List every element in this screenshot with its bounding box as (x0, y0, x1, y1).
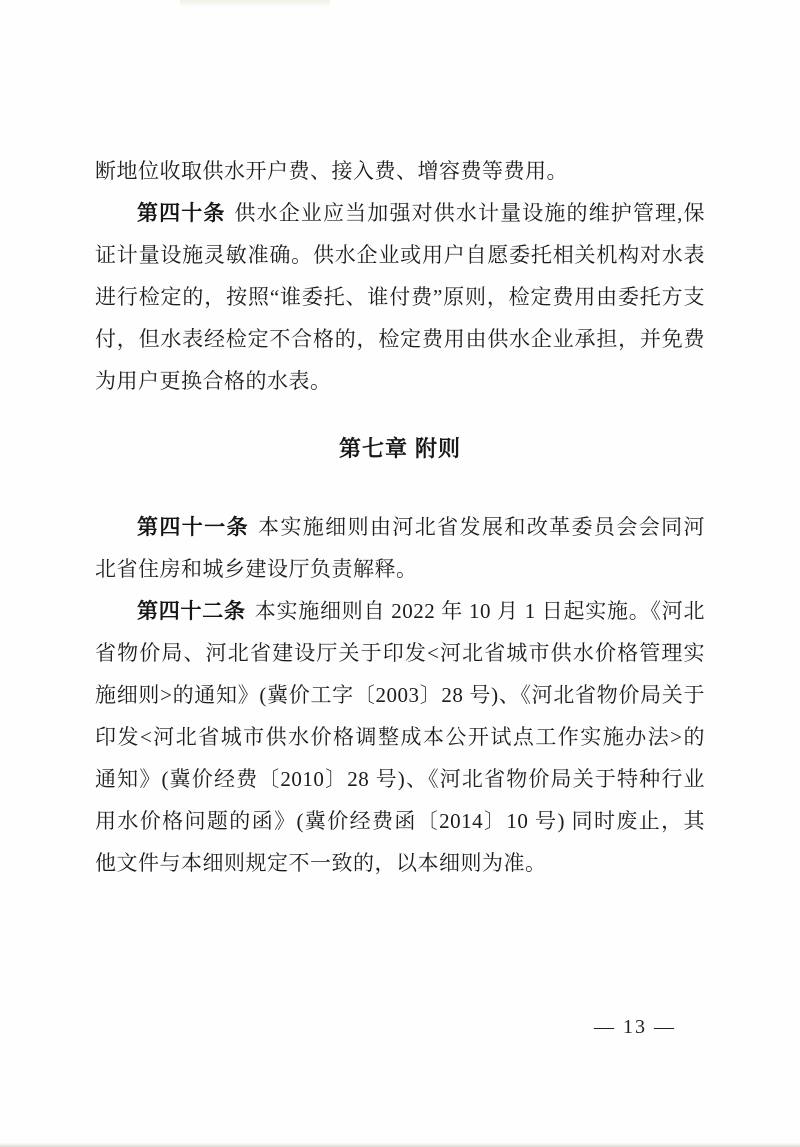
document-body (95, 150, 705, 884)
article-number: 第四十一条 (137, 516, 249, 539)
line-text: 供水企业应当加强对供水计量设施的维护管理,保 (234, 201, 706, 225)
line-text: 施细则>的通知》(冀价工字〔2003〕28 号)、《河北省物价局关于 (95, 683, 705, 707)
body-line (95, 506, 705, 548)
line-text: 付，但水表经检定不合格的，检定费用由供水企业承担，并免费 (95, 327, 705, 351)
scan-artifact-bottom (0, 1143, 800, 1147)
body-line (95, 674, 705, 716)
line-text: 本实施细则由河北省发展和改革委员会会同河 (257, 515, 706, 539)
body-line (95, 548, 705, 590)
body-line (95, 632, 705, 674)
body-line (95, 192, 705, 234)
line-text: 进行检定的，按照“谁委托、谁付费”原则，检定费用由委托方支 (95, 285, 705, 309)
body-line (95, 360, 705, 402)
line-text: 证计量设施灵敏准确。供水企业或用户自愿委托相关机构对水表 (95, 243, 705, 267)
line-text: 他文件与本细则规定不一致的，以本细则为准。 (95, 851, 547, 875)
chapter-heading: 第七章 附则 (338, 436, 462, 461)
body-line (95, 318, 705, 360)
line-text: 北省住房和城乡建设厅负责解释。 (95, 557, 418, 581)
scan-artifact-top (180, 0, 330, 7)
line-text: 通知》(冀价经费〔2010〕28 号)、《河北省物价局关于特种行业 (95, 767, 705, 791)
line-text: 省物价局、河北省建设厅关于印发<河北省城市供水价格管理实 (95, 641, 705, 665)
line-text: 用水价格问题的函》(冀价经费函〔2014〕10 号) 同时废止，其 (95, 809, 705, 833)
body-line (95, 716, 705, 758)
body-line (95, 800, 705, 842)
body-line (95, 150, 705, 192)
body-line (95, 590, 705, 632)
article-number: 第四十二条 (137, 600, 246, 623)
body-line (95, 758, 705, 800)
body-line (95, 234, 705, 276)
body-line (95, 276, 705, 318)
page-number: — 13 — (594, 1016, 676, 1038)
body-line (95, 842, 705, 884)
line-text: 本实施细则自 2022 年 10 月 1 日起实施。《河北 (254, 599, 705, 623)
article-number: 第四十条 (137, 202, 226, 225)
line-text: 印发<河北省城市供水价格调整成本公开试点工作实施办法>的 (95, 725, 705, 749)
line-text: 为用户更换合格的水表。 (95, 369, 332, 393)
line-text: 断地位收取供水开户费、接入费、增容费等费用。 (95, 159, 568, 183)
